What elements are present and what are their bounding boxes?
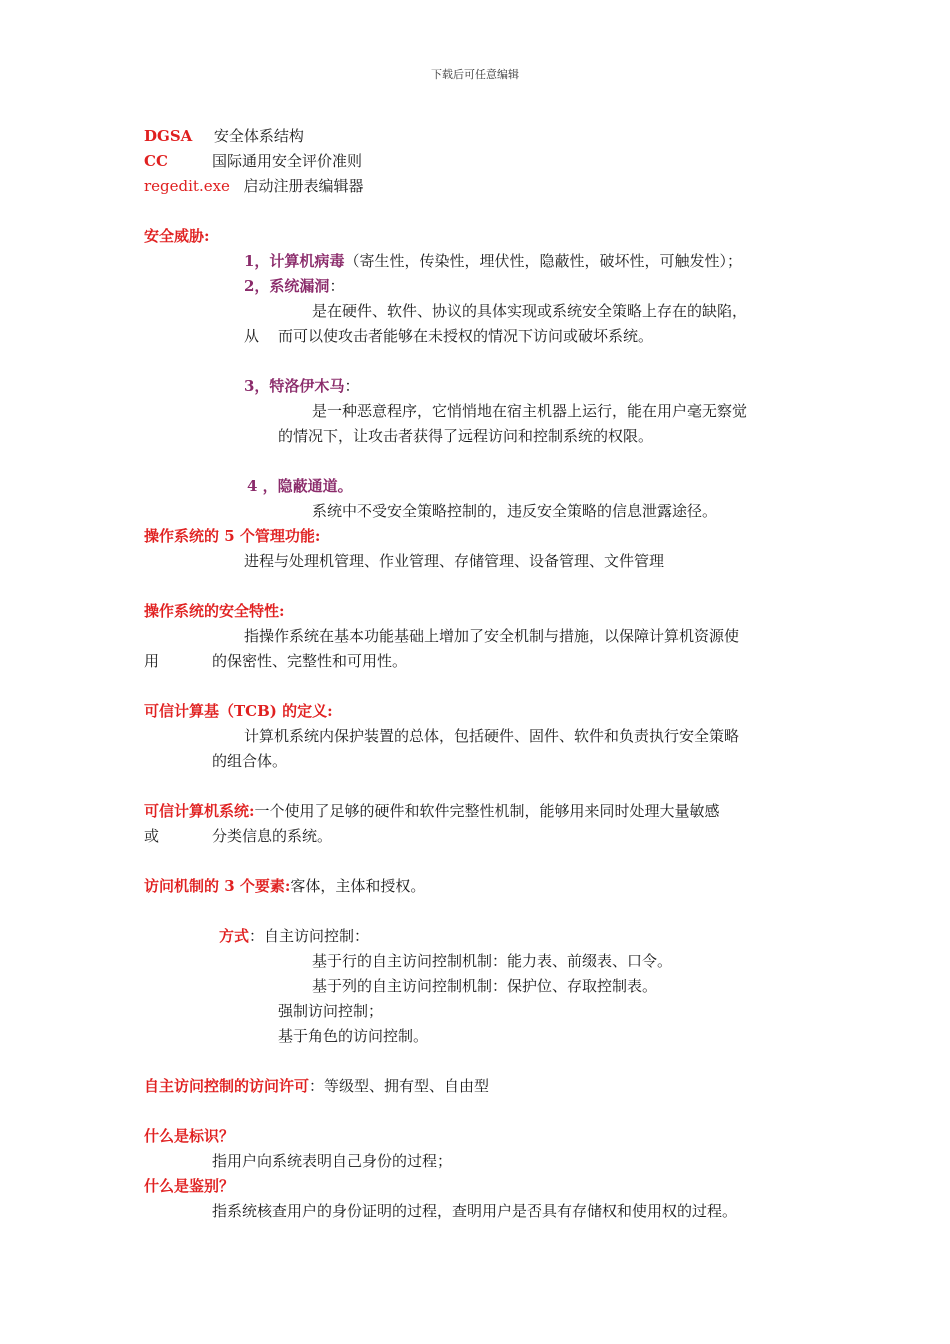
access-method xyxy=(219,925,369,947)
threat-vuln-line1: 是在硬件、软件、协议的具体实现或系统安全策略上存在的缺陷， xyxy=(312,302,748,320)
threats-heading: 安全威胁: xyxy=(144,227,210,245)
dac-permission xyxy=(144,1075,489,1097)
os-security-line2: 的保密性、完整性和可用性。 xyxy=(212,652,408,670)
trusted-system xyxy=(144,800,720,822)
threat-virus-desc: （寄生性，传染性，埋伏性，隐蔽性，破坏性，可触发性）； xyxy=(344,252,742,270)
trusted-system-heading: 可信计算机系统: xyxy=(144,802,255,820)
term-desc: 国际通用安全评价准则 xyxy=(212,152,363,170)
term-desc: 启动注册表编辑器 xyxy=(243,177,364,195)
tcb-heading: 可信计算基（TCB) 的定义: xyxy=(144,702,333,720)
term-row-cc xyxy=(144,150,168,172)
term-name: regedit.exe xyxy=(144,177,230,195)
term-row-dgsa xyxy=(144,125,304,147)
access-elements xyxy=(144,875,425,897)
os-security-heading: 操作系统的安全特性: xyxy=(144,602,285,620)
access-heading: 访问机制的 3 个要素: xyxy=(144,877,291,895)
tcb-line2: 的组合体。 xyxy=(212,752,288,770)
os-security-line1: 指操作系统在基本功能基础上增加了安全机制与措施，以保障计算机资源使 xyxy=(244,627,740,645)
threat-covert-title: 4 ，隐蔽通道。 xyxy=(247,477,353,495)
tcb-line1: 计算机系统内保护装置的总体，包括硬件、固件、软件和负责执行安全策略 xyxy=(244,727,740,745)
authentication-heading: 什么是鉴别？ xyxy=(144,1177,235,1195)
os-security-line2-prefix: 用 xyxy=(144,652,160,670)
access-col-based: 基于列的自主访问控制机制：保护位、存取控制表。 xyxy=(312,977,658,995)
identification-heading: 什么是标识？ xyxy=(144,1127,235,1145)
trusted-system-line1: 一个使用了足够的硬件和软件完整性机制，能够用来同时处理大量敏感 xyxy=(254,802,720,820)
os-functions-desc: 进程与处理机管理、作业管理、存储管理、设备管理、文件管理 xyxy=(244,552,665,570)
threat-covert-desc: 系统中不受安全策略控制的，违反安全策略的信息泄露途径。 xyxy=(312,502,718,520)
threat-trojan-title: 3，特洛伊木马 xyxy=(244,377,345,395)
access-role-based: 基于角色的访问控制。 xyxy=(278,1027,429,1045)
threat-vuln-colon: ： xyxy=(329,277,345,295)
term-desc: 安全体系结构 xyxy=(213,127,304,145)
term-row-regedit xyxy=(144,175,364,197)
threat-trojan-line1: 是一种恶意程序，它悄悄地在宿主机器上运行，能在用户毫无察觉 xyxy=(312,402,748,420)
access-row-based: 基于行的自主访问控制机制：能力表、前缀表、口令。 xyxy=(312,952,673,970)
trusted-system-line2: 分类信息的系统。 xyxy=(212,827,333,845)
trusted-system-line2-prefix: 或 xyxy=(144,827,160,845)
term-name: DGSA xyxy=(144,127,193,145)
threat-vuln xyxy=(244,275,344,297)
threat-trojan-colon: ： xyxy=(344,377,360,395)
identification-desc: 指用户向系统表明自己身份的过程； xyxy=(212,1152,453,1170)
threat-trojan-line2: 的情况下，让攻击者获得了远程访问和控制系统的权限。 xyxy=(278,427,654,445)
access-method-value: ：自主访问控制： xyxy=(249,927,370,945)
page-header: 下载后可任意编辑 xyxy=(431,68,519,81)
threat-virus-title: 1，计算机病毒 xyxy=(244,252,345,270)
threat-virus xyxy=(244,250,742,272)
access-method-label: 方式 xyxy=(219,927,250,945)
access-mandatory: 强制访问控制； xyxy=(278,1002,384,1020)
threat-vuln-title: 2，系统漏洞 xyxy=(244,277,330,295)
os-functions-heading: 操作系统的 5 个管理功能: xyxy=(144,527,321,545)
authentication-desc: 指系统核查用户的身份证明的过程，查明用户是否具有存储权和使用权的过程。 xyxy=(212,1202,738,1220)
dac-permission-desc: ：等级型、拥有型、自由型 xyxy=(309,1077,490,1095)
threat-trojan xyxy=(244,375,359,397)
threat-vuln-line2: 而可以使攻击者能够在未授权的情况下访问或破坏系统。 xyxy=(278,327,654,345)
access-desc: 客体，主体和授权。 xyxy=(290,877,426,895)
dac-permission-heading: 自主访问控制的访问许可 xyxy=(144,1077,310,1095)
threat-vuln-line2-prefix: 从 xyxy=(244,327,260,345)
term-name: CC xyxy=(144,152,168,170)
